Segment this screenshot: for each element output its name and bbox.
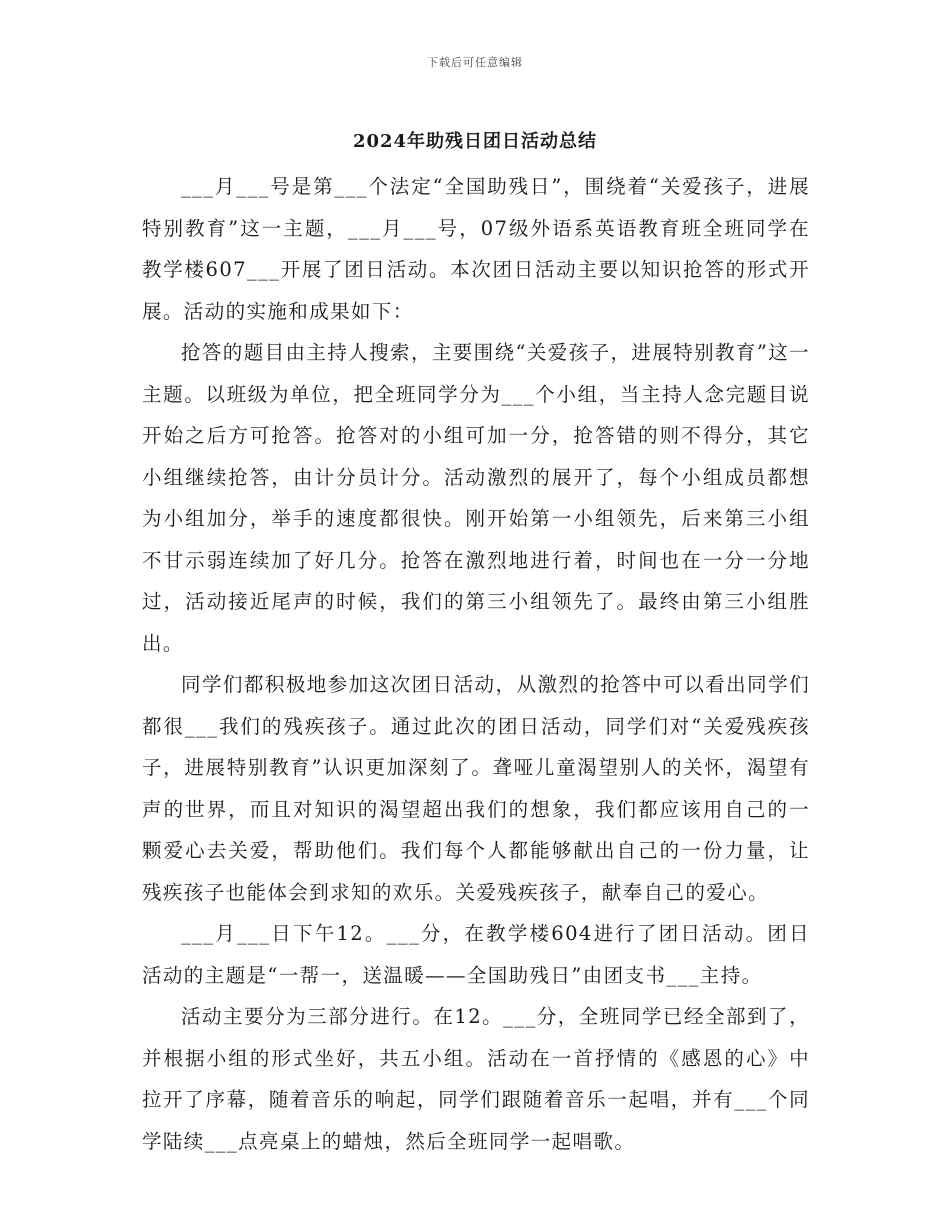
paragraph-2: 抢答的题目由主持人搜索，主要围绕“关爱孩子，进展特别教育”这一主题。以班级为单位，把全班同学分为___个小组，当主持人念完题目说开始之后方可抢答。抢答对的小组可加一分，抢答错的则不得分，其它小组继续抢答，由计分员计分。活动激烈的展开了，每个小组成员都想为小组加分，举手的速度都很快。刚开始第一小组领先，后来第三小组不甘示弱连续加了好几分。抢答在激烈地进行着，时间也在一分一分地过，活动接近尾声的时候，我们的第三小组领先了。最终由第三小组胜出。 [142, 341, 810, 655]
document-body [142, 166, 810, 1162]
paragraph-4: ___月___日下午12。___分，在教学楼604进行了团日活动。团日活动的主题是“一帮一，送温暖——全国助残日”由团支书___主持。 [142, 922, 810, 987]
page-header-note: 下载后可任意编辑 [427, 56, 523, 69]
paragraph-5: 活动主要分为三部分进行。在12。___分，全班同学已经全部到了，并根据小组的形式坐好，共五小组。活动在一首抒情的《感恩的心》中拉开了序幕，随着音乐的响起，同学们跟随着音乐一起唱，并有___个同学陆续___点亮桌上的蜡烛，然后全班同学一起唱歌。 [142, 1005, 810, 1153]
document-title: 2024年助残日团日活动总结 [352, 131, 598, 152]
paragraph-3: 同学们都积极地参加这次团日活动，从激烈的抢答中可以看出同学们都很___我们的残疾孩子。通过此次的团日活动，同学们对“关爱残疾孩子，进展特别教育”认识更加深刻了。聋哑儿童渴望别人的关怀，渴望有声的世界，而且对知识的渴望超出我们的想象，我们都应该用自己的一颗爱心去关爱，帮助他们。我们每个人都能够献出自己的一份力量，让残疾孩子也能体会到求知的欢乐。关爱残疾孩子，献奉自己的爱心。 [142, 673, 810, 904]
paragraph-1: ___月___号是第___个法定“全国助残日”，围绕着“关爱孩子，进展特别教育”这一主题，___月___号，07级外语系英语教育班全班同学在教学楼607___开展了团日活动。本次团日活动主要以知识抢答的形式开展。活动的实施和成果如下： [142, 175, 810, 323]
